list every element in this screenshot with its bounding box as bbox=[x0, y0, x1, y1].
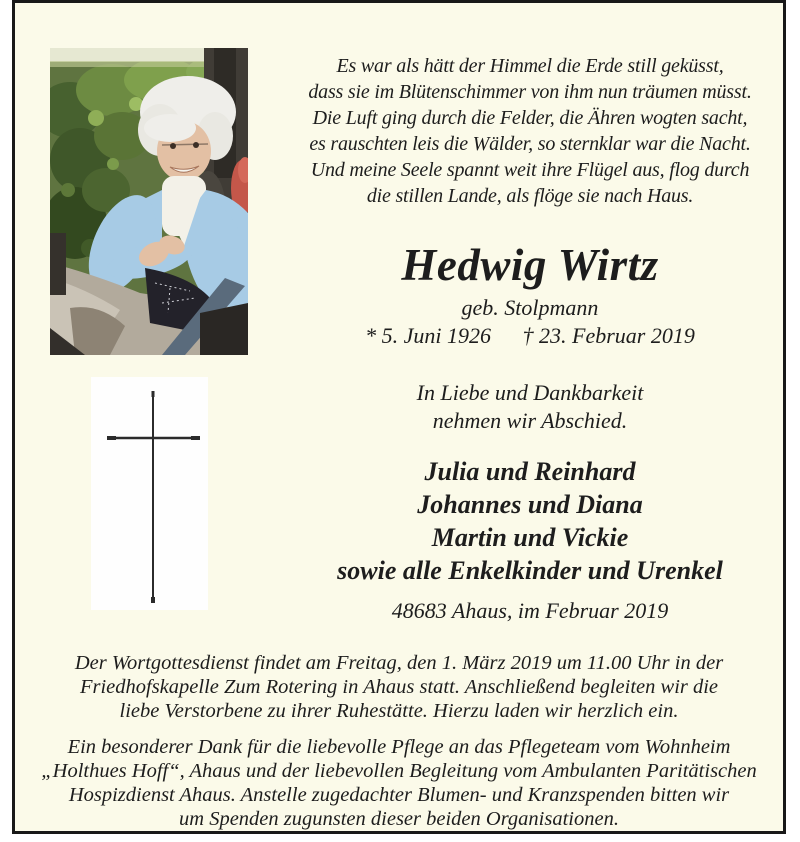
life-dates bbox=[280, 323, 780, 349]
memorial-poem bbox=[280, 53, 780, 209]
death-date: † 23. Februar 2019 bbox=[522, 323, 695, 348]
poem-line: Es war als hätt der Himmel die Erde still geküsst, bbox=[336, 55, 724, 77]
mourners-list bbox=[280, 455, 780, 587]
farewell-text bbox=[280, 379, 780, 435]
mourner-line: Julia und Reinhard bbox=[424, 457, 636, 486]
poem-line: dass sie im Blütenschimmer von ihm nun träumen müsst. bbox=[308, 81, 752, 103]
portrait-photo bbox=[50, 48, 248, 355]
portrait-illustration bbox=[50, 48, 248, 355]
mourner-line: Martin und Vickie bbox=[431, 523, 629, 552]
service-line: Friedhofskapelle Zum Rotering in Ahaus statt. Anschließend begleiten wir die bbox=[79, 676, 719, 698]
cross-card bbox=[91, 377, 208, 610]
thanks-line: Hospizdienst Ahaus. Anstelle zugedachter Blumen- und Kranzspenden bitten wir bbox=[68, 784, 730, 806]
farewell-line: nehmen wir Abschied. bbox=[432, 408, 628, 433]
cross-icon bbox=[91, 377, 208, 610]
notice-frame bbox=[12, 0, 786, 834]
maiden-name: geb. Stolpmann bbox=[461, 295, 599, 320]
place-date-line: 48683 Ahaus, im Februar 2019 bbox=[391, 598, 669, 623]
poem-line: Die Luft ging durch die Felder, die Ähren wogten sacht, bbox=[312, 107, 748, 129]
mourner-line: sowie alle Enkelkinder und Urenkel bbox=[337, 556, 723, 585]
service-line: Der Wortgottesdienst findet am Freitag, den 1. März 2019 um 11.00 Uhr in der bbox=[74, 652, 724, 674]
thanks-line: „Holthues Hoff“, Ahaus und der liebevollen Begleitung vom Ambulanten Paritätischen bbox=[41, 760, 757, 782]
deceased-name: Hedwig Wirtz bbox=[401, 240, 659, 290]
mourner-line: Johannes und Diana bbox=[417, 490, 643, 519]
birth-date: * 5. Juni 1926 bbox=[365, 323, 492, 348]
farewell-line: In Liebe und Dankbarkeit bbox=[416, 380, 644, 405]
poem-line: die stillen Lande, als flöge sie nach Haus. bbox=[366, 185, 694, 207]
poem-line: es rauschten leis die Wälder, so sternklar war die Nacht. bbox=[309, 133, 751, 155]
service-line: liebe Verstorbene zu ihrer Ruhestätte. Hierzu laden wir herzlich ein. bbox=[119, 700, 679, 722]
service-paragraph bbox=[40, 651, 758, 723]
thanks-paragraph bbox=[25, 735, 773, 831]
thanks-line: Ein besonderer Dank für die liebevolle Pflege an das Pflegeteam vom Wohnheim bbox=[67, 736, 731, 758]
thanks-line: um Spenden zugunsten dieser beiden Organisationen. bbox=[179, 808, 619, 830]
poem-line: Und meine Seele spannt weit ihre Flügel aus, flog durch bbox=[310, 159, 750, 181]
